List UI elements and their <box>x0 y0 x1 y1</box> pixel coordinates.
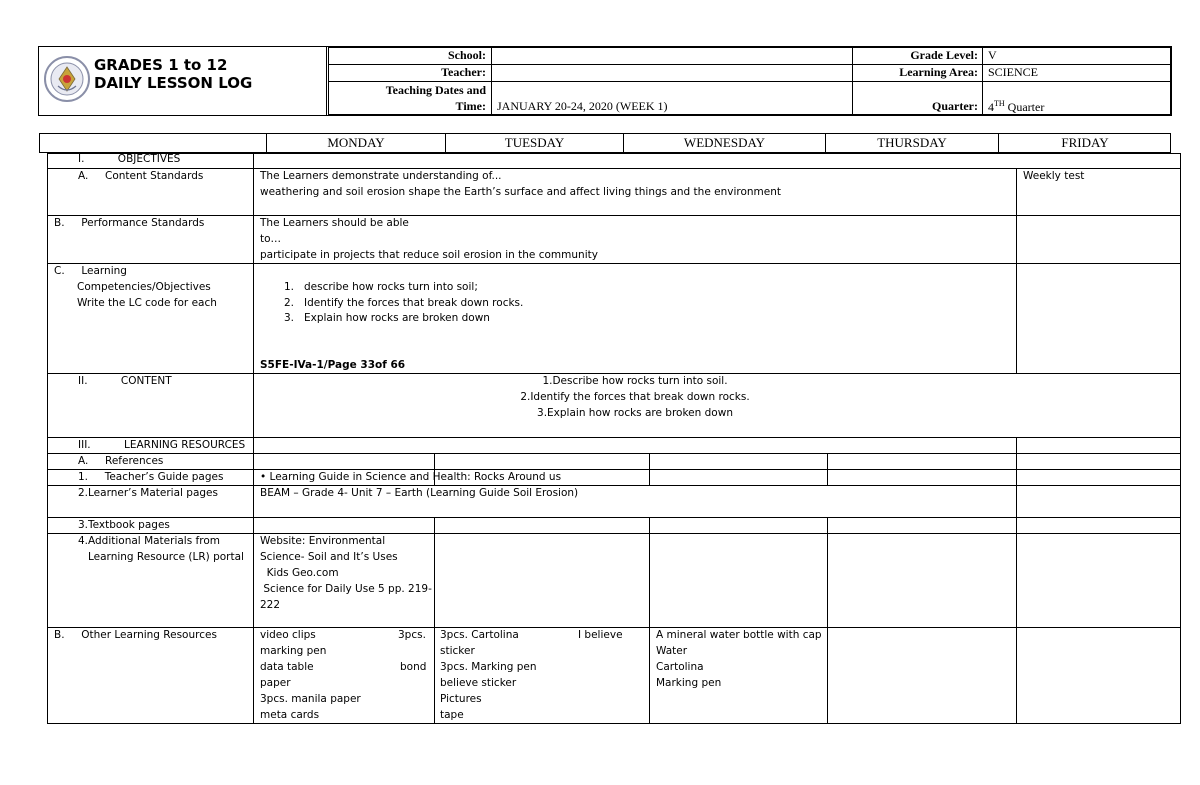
title-grades: GRADES 1 to 12 <box>94 56 228 74</box>
learners-material-value: BEAM – Grade 4- Unit 7 – Earth (Learning Guide Soil Erosion) <box>260 487 579 499</box>
content-standards-line2: weathering and soil erosion shape the Earth’s surface and affect living things and the environment <box>260 186 781 198</box>
dates-label-line1: Teaching Dates and <box>385 83 486 97</box>
weekly-test: Weekly test <box>1023 170 1085 182</box>
friday-sep-b <box>1016 437 1017 724</box>
competency-number: 2. <box>284 296 295 309</box>
label-learning-competencies-1: C. Learning <box>54 265 127 277</box>
other-mon-3-right: bond <box>400 661 427 673</box>
other-mon-6-left: meta cards <box>260 709 320 721</box>
row-content-standards <box>47 215 1181 216</box>
day-thursday: THURSDAY <box>877 135 947 150</box>
learning-area-value: SCIENCE <box>988 65 1039 79</box>
lc-code: S5FE-IVa-1/Page 33of 66 <box>260 359 406 371</box>
other-tue-1-left: 3pcs. Cartolina <box>440 629 519 641</box>
other-tue-2-left: sticker <box>440 645 475 657</box>
competencies-list <box>278 280 523 327</box>
label-content-standards: A. Content Standards <box>78 170 204 182</box>
other-tue-5-left: Pictures <box>440 693 482 705</box>
quarter-suffix: TH <box>994 99 1005 108</box>
day-wednesday: WEDNESDAY <box>683 135 766 150</box>
competency-number: 3. <box>284 312 295 325</box>
label-objectives: I. OBJECTIVES <box>78 153 181 165</box>
other-mon-2-left: marking pen <box>260 645 327 657</box>
label-additional-1: 4.Additional Materials from <box>78 535 220 547</box>
content-item-2: 2.Identify the forces that break down rocks. <box>520 391 750 403</box>
label-textbook: 3.Textbook pages <box>78 519 170 531</box>
learning-area-label: Learning Area: <box>899 65 978 79</box>
other-wed-3: Cartolina <box>656 661 704 673</box>
content-standards-line1: The Learners demonstrate understanding of... <box>260 170 502 182</box>
performance-standards-line1: The Learners should be able <box>260 217 409 229</box>
other-tue-6-left: tape <box>440 709 464 721</box>
label-other-resources: B. Other Learning Resources <box>54 629 217 641</box>
other-wed-2: Water <box>656 645 688 657</box>
teacher-label: Teacher: <box>441 65 486 79</box>
day-monday: MONDAY <box>327 135 385 150</box>
grid-row-2 <box>328 81 1171 82</box>
col-sep-thu-b <box>827 517 828 724</box>
quarter-value <box>988 99 1044 115</box>
label-col-sep <box>253 153 254 724</box>
other-mon-4-left: paper <box>260 677 291 689</box>
other-mon-3-left: data table <box>260 661 314 673</box>
additional-mon-3: Kids Geo.com <box>260 567 339 579</box>
quarter-label: Quarter: <box>932 99 978 113</box>
title-daily-lesson-log: DAILY LESSON LOG <box>94 74 253 92</box>
col-sep-wed-a <box>649 453 650 485</box>
additional-mon-4: Science for Daily Use 5 pp. 219- <box>260 583 432 595</box>
row-objectives <box>47 168 1181 169</box>
label-learning-competencies-2: Competencies/Objectives <box>77 281 211 293</box>
dates-label-line2: Time: <box>455 99 486 113</box>
col-sep-thu-a <box>827 453 828 485</box>
label-additional-2: Learning Resource (LR) portal <box>88 551 244 563</box>
other-mon-1-right: 3pcs. <box>398 629 426 641</box>
other-mon-1-left: video clips <box>260 629 316 641</box>
additional-mon-5: 222 <box>260 599 281 611</box>
school-label: School: <box>447 48 486 62</box>
col-sep-wed-b <box>649 517 650 724</box>
row-performance-standards <box>47 263 1181 264</box>
other-tue-4-left: believe sticker <box>440 677 517 689</box>
competency-number: 1. <box>284 281 295 293</box>
competency-text: Identify the forces that break down rocks. <box>304 296 524 309</box>
competency-item <box>278 296 523 312</box>
competency-item <box>278 311 523 327</box>
performance-standards-line3: participate in projects that reduce soil erosion in the community <box>260 249 598 261</box>
label-learning-resources: III. LEARNING RESOURCES <box>78 439 246 451</box>
other-tue-1-right: I believe <box>578 629 623 641</box>
other-wed-4: Marking pen <box>656 677 722 689</box>
teachers-guide-value: • Learning Guide in Science and Health: Rocks Around us <box>260 471 562 483</box>
label-learning-competencies-3: Write the LC code for each <box>77 297 217 309</box>
other-wed-1: A mineral water bottle with cap <box>656 629 822 641</box>
header-divider <box>326 46 327 116</box>
grade-level-value: V <box>988 48 997 62</box>
dates-value: JANUARY 20-24, 2020 (WEEK 1) <box>497 99 668 113</box>
competency-text: Explain how rocks are broken down <box>304 312 490 325</box>
performance-standards-line2: to… <box>260 233 282 245</box>
competency-text: describe how rocks turn into soil; <box>304 281 478 293</box>
col-sep-tue-b <box>434 517 435 724</box>
day-tuesday: TUESDAY <box>504 135 565 150</box>
competency-item <box>278 280 523 296</box>
label-teachers-guide: 1. Teacher’s Guide pages <box>78 471 224 483</box>
additional-mon-1: Website: Environmental <box>260 535 386 547</box>
deped-seal-logo <box>44 50 90 108</box>
friday-sep-a <box>1016 168 1017 373</box>
label-references: A. References <box>78 455 164 467</box>
row-learners-material <box>47 517 1181 518</box>
label-learners-material: 2.Learner’s Material pages <box>78 487 218 499</box>
label-performance-standards: B. Performance Standards <box>54 217 205 229</box>
quarter-number: 4 <box>988 100 994 114</box>
other-mon-5-left: 3pcs. manila paper <box>260 693 361 705</box>
day-friday: FRIDAY <box>1061 135 1109 150</box>
quarter-word: Quarter <box>1007 100 1045 114</box>
other-tue-3-left: 3pcs. Marking pen <box>440 661 537 673</box>
content-item-1: 1.Describe how rocks turn into soil. <box>542 375 728 387</box>
additional-mon-2: Science- Soil and It’s Uses <box>260 551 398 563</box>
grade-level-label: Grade Level: <box>910 48 978 62</box>
label-content: II. CONTENT <box>78 375 172 387</box>
content-item-3: 3.Explain how rocks are broken down <box>537 407 733 419</box>
